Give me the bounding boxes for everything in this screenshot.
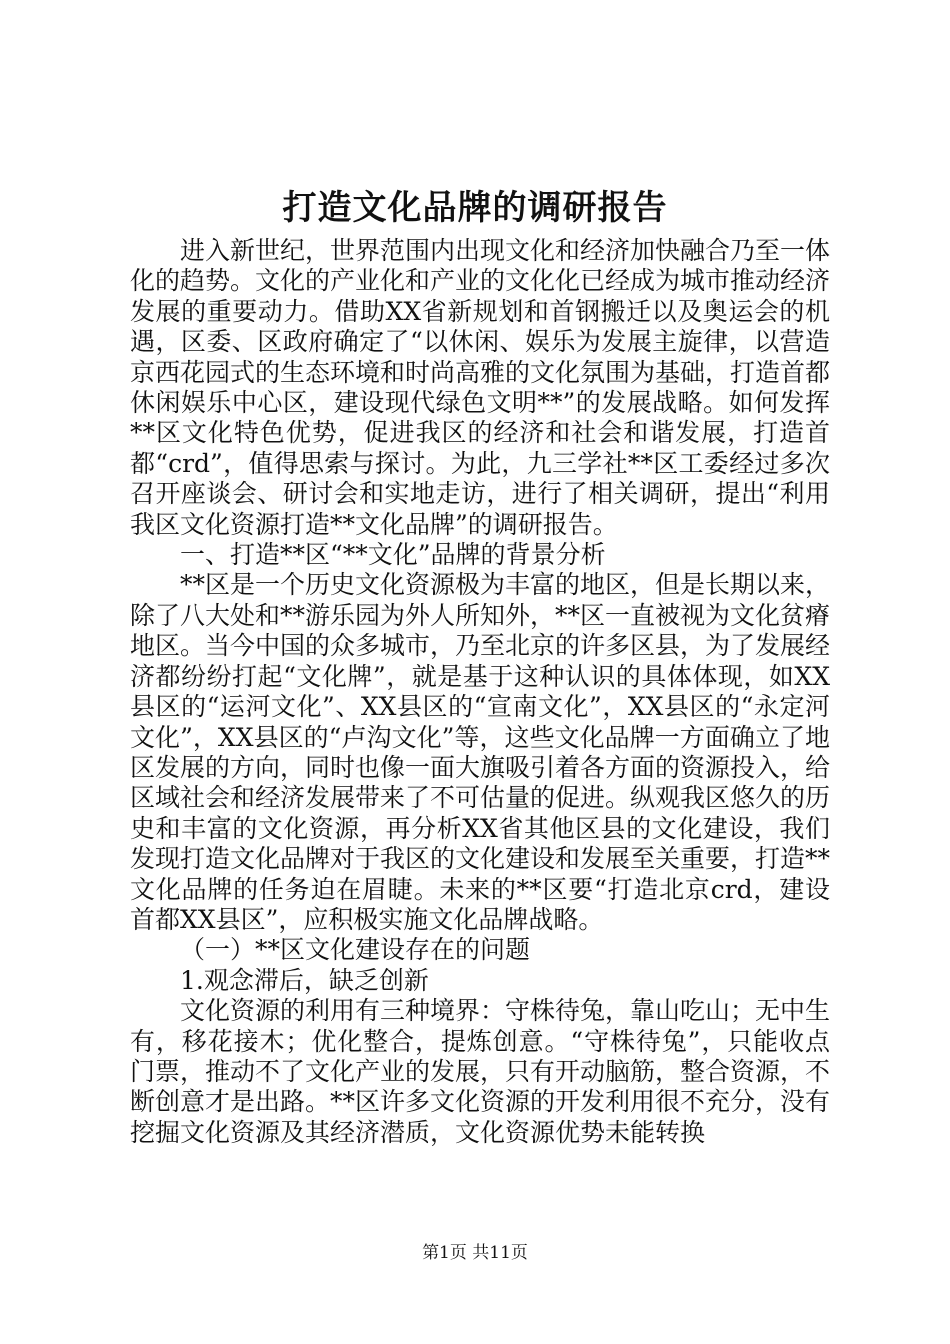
- paragraph-intro: 进入新世纪，世界范围内出现文化和经济加快融合乃至一体化的趋势。文化的产业化和产业的文化化已经成为城市推动经济发展的重要动力。借助XX省新规划和首钢搬迁以及奥运会的机遇，区委、区政府确定了“以休闲、娱乐为发展主旋律，以营造京西花园式的生态环境和时尚高雅的文化氛围为基础，打造首都休闲娱乐中心区，建设现代绿色文明**”的发展战略。如何发挥**区文化特色优势，促进我区的经济和社会和谐发展，打造首都“crd”，值得思索与探讨。为此，九三学社**区工委经过多次召开座谈会、研讨会和实地走访，进行了相关调研，提出“利用我区文化资源打造**文化品牌”的调研报告。: [130, 236, 831, 539]
- item-heading-1: 1.观念滞后，缺乏创新: [180, 965, 429, 995]
- section-heading-1: 一、打造**区“**文化”品牌的背景分析: [180, 540, 606, 570]
- page-number-footer: 第1页 共11页: [422, 1243, 528, 1263]
- paragraph-issue-1: 文化资源的利用有三种境界：守株待兔，靠山吃山；无中生有，移花接木；优化整合，提炼创意。“守株待兔”，只能收点门票，推动不了文化产业的发展，只有开动脑筋，整合资源，不断创意才是出路。**区许多文化资源的开发利用很不充分，没有挖掘文化资源及其经济潜质，文化资源优势未能转换: [130, 996, 831, 1147]
- document-body: [130, 236, 830, 1148]
- document-title: 打造文化品牌的调研报告: [282, 188, 668, 228]
- subsection-heading-1: （一）**区文化建设存在的问题: [180, 935, 531, 965]
- paragraph-background: **区是一个历史文化资源极为丰富的地区，但是长期以来，除了八大处和**游乐园为外人所知外，**区一直被视为文化贫瘠地区。当今中国的众多城市，乃至北京的许多区县，为了发展经济都纷纷打起“文化牌”，就是基于这种认识的具体体现，如XX县区的“运河文化”、XX县区的“宣南文化”，XX县区的“永定河文化”，XX县区的“卢沟文化”等，这些文化品牌一方面确立了地区发展的方向，同时也像一面大旗吸引着各方面的资源投入，给区域社会和经济发展带来了不可估量的促进。纵观我区悠久的历史和丰富的文化资源，再分析XX省其他区县的文化建设，我们发现打造文化品牌对于我区的文化建设和发展至关重要，打造**文化品牌的任务迫在眉睫。未来的**区要“打造北京crd，建设首都XX县区”，应积极实施文化品牌战略。: [130, 570, 831, 934]
